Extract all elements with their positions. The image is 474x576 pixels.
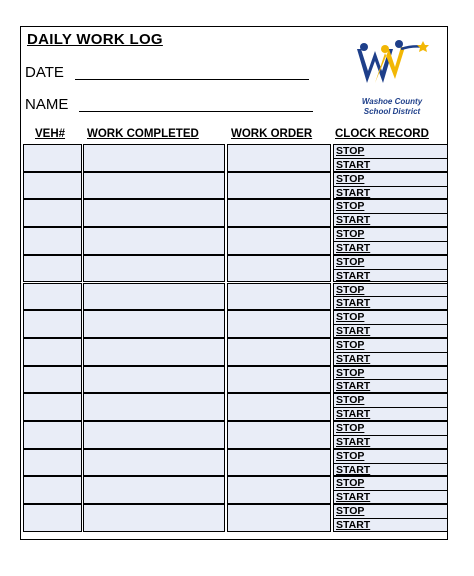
clock-record-cell (333, 172, 447, 200)
date-field[interactable] (75, 79, 309, 80)
stop-time-field[interactable]: STOP (333, 421, 447, 435)
veh-cell[interactable] (23, 227, 82, 255)
date-label: DATE (25, 64, 64, 81)
table-row (21, 366, 447, 394)
stop-time-field[interactable]: STOP (333, 338, 447, 352)
header-clock-record: CLOCK RECORD (335, 128, 429, 140)
start-time-field[interactable]: START (333, 241, 447, 255)
stop-time-field[interactable]: STOP (333, 476, 447, 490)
start-time-field[interactable]: START (333, 407, 447, 421)
clock-record-cell (333, 255, 447, 283)
work-order-cell[interactable] (227, 504, 331, 532)
clock-record-cell (333, 338, 447, 366)
clock-record-cell (333, 283, 447, 311)
table-row (21, 283, 447, 311)
table-row (21, 144, 447, 172)
work-completed-cell[interactable] (83, 199, 225, 227)
table-row (21, 421, 447, 449)
table-row (21, 310, 447, 338)
clock-record-cell (333, 310, 447, 338)
start-time-field[interactable]: START (333, 213, 447, 227)
work-completed-cell[interactable] (83, 366, 225, 394)
work-completed-cell[interactable] (83, 449, 225, 477)
form-title: DAILY WORK LOG (27, 31, 163, 48)
stop-time-field[interactable]: STOP (333, 283, 447, 297)
header-work-completed: WORK COMPLETED (87, 128, 199, 140)
work-order-cell[interactable] (227, 227, 331, 255)
stop-time-field[interactable]: STOP (333, 255, 447, 269)
work-completed-cell[interactable] (83, 283, 225, 311)
start-time-field[interactable]: START (333, 324, 447, 338)
start-time-field[interactable]: START (333, 490, 447, 504)
name-label: NAME (25, 96, 69, 113)
work-order-cell[interactable] (227, 310, 331, 338)
work-completed-cell[interactable] (83, 255, 225, 283)
work-completed-cell[interactable] (83, 172, 225, 200)
start-time-field[interactable]: START (333, 296, 447, 310)
work-order-cell[interactable] (227, 421, 331, 449)
veh-cell[interactable] (23, 366, 82, 394)
work-completed-cell[interactable] (83, 338, 225, 366)
start-time-field[interactable]: START (333, 186, 447, 200)
start-time-field[interactable]: START (333, 463, 447, 477)
work-completed-cell[interactable] (83, 227, 225, 255)
table-row (21, 338, 447, 366)
work-completed-cell[interactable] (83, 421, 225, 449)
logo-figures-icon (349, 39, 435, 95)
name-field[interactable] (79, 111, 313, 112)
start-time-field[interactable]: START (333, 352, 447, 366)
work-completed-cell[interactable] (83, 504, 225, 532)
stop-time-field[interactable]: STOP (333, 144, 447, 158)
table-row (21, 504, 447, 532)
clock-record-cell (333, 144, 447, 172)
work-order-cell[interactable] (227, 283, 331, 311)
stop-time-field[interactable]: STOP (333, 366, 447, 380)
work-order-cell[interactable] (227, 144, 331, 172)
work-order-cell[interactable] (227, 255, 331, 283)
stop-time-field[interactable]: STOP (333, 172, 447, 186)
start-time-field[interactable]: START (333, 158, 447, 172)
clock-record-cell (333, 227, 447, 255)
clock-record-cell (333, 449, 447, 477)
start-time-field[interactable]: START (333, 269, 447, 283)
clock-record-cell (333, 393, 447, 421)
veh-cell[interactable] (23, 255, 82, 283)
stop-time-field[interactable]: STOP (333, 449, 447, 463)
clock-record-cell (333, 199, 447, 227)
table-row (21, 476, 447, 504)
work-completed-cell[interactable] (83, 310, 225, 338)
table-row (21, 393, 447, 421)
start-time-field[interactable]: START (333, 435, 447, 449)
work-order-cell[interactable] (227, 199, 331, 227)
stop-time-field[interactable]: STOP (333, 199, 447, 213)
start-time-field[interactable]: START (333, 518, 447, 532)
stop-time-field[interactable]: STOP (333, 227, 447, 241)
stop-time-field[interactable]: STOP (333, 504, 447, 518)
table-row (21, 227, 447, 255)
work-completed-cell[interactable] (83, 144, 225, 172)
work-order-cell[interactable] (227, 172, 331, 200)
veh-cell[interactable] (23, 449, 82, 477)
table-row (21, 172, 447, 200)
work-order-cell[interactable] (227, 476, 331, 504)
clock-record-cell (333, 421, 447, 449)
table-header (21, 128, 447, 144)
school-district-logo (349, 39, 435, 121)
work-completed-cell[interactable] (83, 476, 225, 504)
veh-cell[interactable] (23, 504, 82, 532)
veh-cell[interactable] (23, 283, 82, 311)
work-order-cell[interactable] (227, 393, 331, 421)
clock-record-cell (333, 504, 447, 532)
work-log-sheet (20, 26, 448, 540)
veh-cell[interactable] (23, 476, 82, 504)
logo-text-line2: School District (363, 107, 421, 116)
veh-cell[interactable] (23, 338, 82, 366)
table-row (21, 199, 447, 227)
veh-cell[interactable] (23, 393, 82, 421)
header-work-order: WORK ORDER (231, 128, 313, 140)
table-row (21, 255, 447, 283)
work-order-cell[interactable] (227, 338, 331, 366)
veh-cell[interactable] (23, 310, 82, 338)
work-order-cell[interactable] (227, 366, 331, 394)
clock-record-cell (333, 476, 447, 504)
veh-cell[interactable] (23, 421, 82, 449)
work-order-cell[interactable] (227, 449, 331, 477)
start-time-field[interactable]: START (333, 379, 447, 393)
veh-cell[interactable] (23, 144, 82, 172)
veh-cell[interactable] (23, 199, 82, 227)
logo-text-line1: Washoe County (361, 97, 423, 106)
table-row (21, 449, 447, 477)
stop-time-field[interactable]: STOP (333, 393, 447, 407)
work-completed-cell[interactable] (83, 393, 225, 421)
stop-time-field[interactable]: STOP (333, 310, 447, 324)
veh-cell[interactable] (23, 172, 82, 200)
clock-record-cell (333, 366, 447, 394)
header-veh: VEH# (35, 128, 66, 140)
